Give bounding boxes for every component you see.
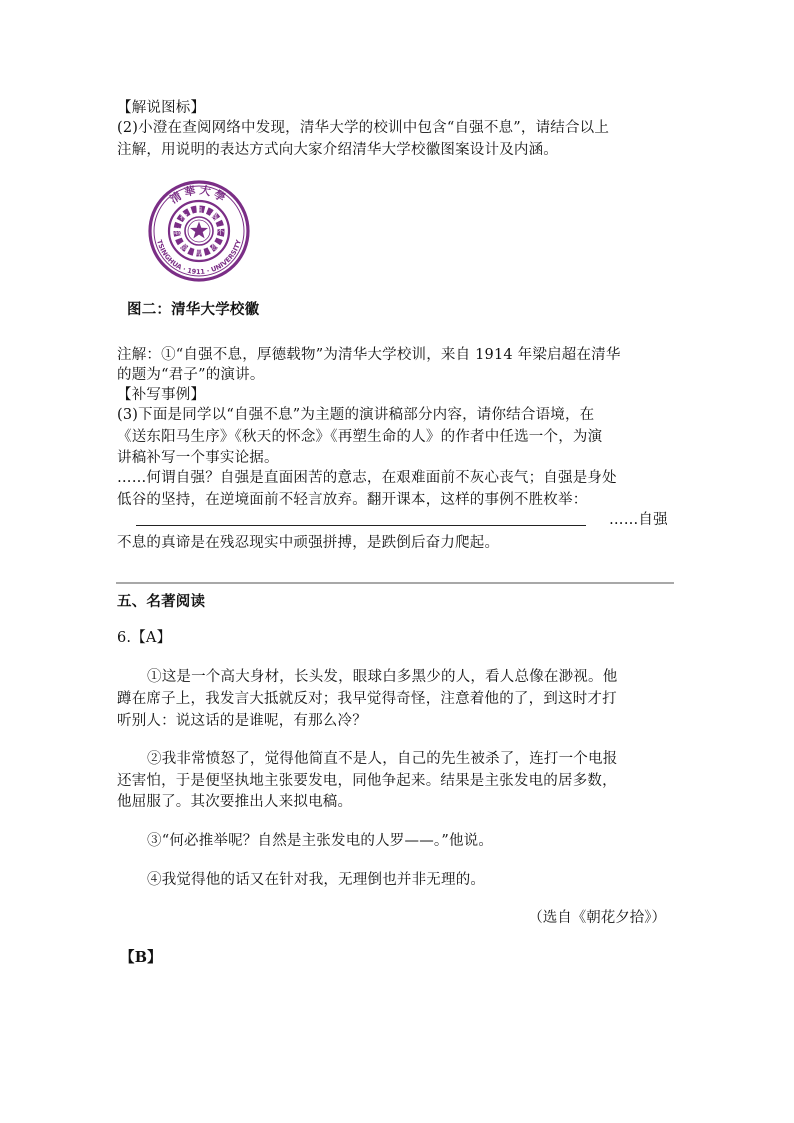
section-5-title: 五、名著阅读 (117, 593, 206, 610)
seal-inner-character: 强 (210, 211, 218, 221)
note-line-1: 注解：①“自强不息，厚德载物”为清华大学校训，来自 1914 年梁启超在清华 (117, 347, 621, 363)
passage-a-p1-line-2: 蹲在席子上，我发言大抵就反对；我早觉得奇怪，注意着他的了，到这时才打 (117, 691, 617, 707)
seal-inner-character: 不 (216, 227, 225, 236)
question-2-line-2: 注解，用说明的表达方式向大家介绍清华大学校徽图案设计及内涵。 (117, 142, 558, 158)
question-3-line-3: 讲稿补写一个事实论据。 (117, 450, 279, 466)
question-3-line-2: 《送东阳马生序》《秋天的怀念》《再塑生命的人》的作者中任选一个，为演 (117, 429, 603, 445)
seal-inner-character: 自 (195, 205, 203, 215)
speech-line-3-tail: ……自强 (609, 512, 668, 528)
section-heading-supplement-example: 【补写事例】 (117, 387, 206, 403)
question-3-line-1: (3)下面是同学以“自强不息”为主题的演讲稿部分内容，请你结合语境，在 (117, 407, 595, 423)
tsinghua-emblem (138, 179, 260, 283)
passage-a-p2-line-3: 他屈服了。其次要推出人来拟电稿。 (117, 794, 353, 810)
answer-blank-line[interactable] (136, 525, 586, 526)
passage-a-source: （选自《朝花夕拾》） (528, 910, 666, 926)
seal-bottom-text: TSINGHUA · 1911 · UNIVERSITY (155, 238, 243, 277)
seal-inner-character: 载 (173, 227, 182, 236)
seal-inner-character: 物 (180, 211, 188, 221)
seal-inner-character: 息 (210, 242, 218, 252)
speech-line-4: 不息的真谛是在残忍现实中顽强拼搏，是跌倒后奋力爬起。 (117, 535, 500, 551)
speech-line-2: 低谷的坚持，在逆境面前不轻言放弃。翻开课本，这样的事例不胜枚举： (117, 492, 588, 508)
question-2-line-1: (2)小澄在查阅网络中发现，清华大学的校训中包含“自强不息”，请结合以上 (117, 120, 610, 136)
section-heading-explain-emblem: 【解说图标】 (117, 100, 206, 116)
passage-a-p3: ③“何必推举呢？自然是主张发电的人罗——。”他说。 (147, 833, 494, 849)
passage-a-p1-line-1: ①这是一个高大身材，长头发，眼球白多黑少的人，看人总像在渺视。他 (147, 669, 618, 685)
passage-a-p2-line-1: ②我非常愤怒了，觉得他简直不是人，自己的先生被杀了，连打一个电报 (147, 751, 618, 767)
section-divider (116, 582, 674, 584)
passage-a-p2-line-2: 还害怕，于是便坚执地主张要发电，同他争起来。结果是主张发电的居多数， (117, 773, 617, 789)
passage-a-p1-line-3: 听别人：说这话的是谁呢，有那么冷？ (117, 713, 367, 729)
passage-a-p4: ④我觉得他的话又在针对我，无理倒也并非无理的。 (147, 872, 486, 888)
figure-caption: 图二：清华大学校徽 (127, 301, 260, 318)
seal-inner-character: 德 (180, 242, 188, 252)
speech-line-1: ……何谓自强？自强是直面困苦的意志，在艰难面前不灰心丧气；自强是身处 (117, 470, 617, 486)
seal-top-text: 清華大學 (167, 183, 231, 207)
note-line-2: 的题为“君子”的演讲。 (117, 367, 265, 383)
passage-b-label: 【B】 (120, 949, 162, 966)
question-6-label: 6.【A】 (117, 630, 172, 646)
seal-inner-character: 厚 (195, 248, 203, 258)
